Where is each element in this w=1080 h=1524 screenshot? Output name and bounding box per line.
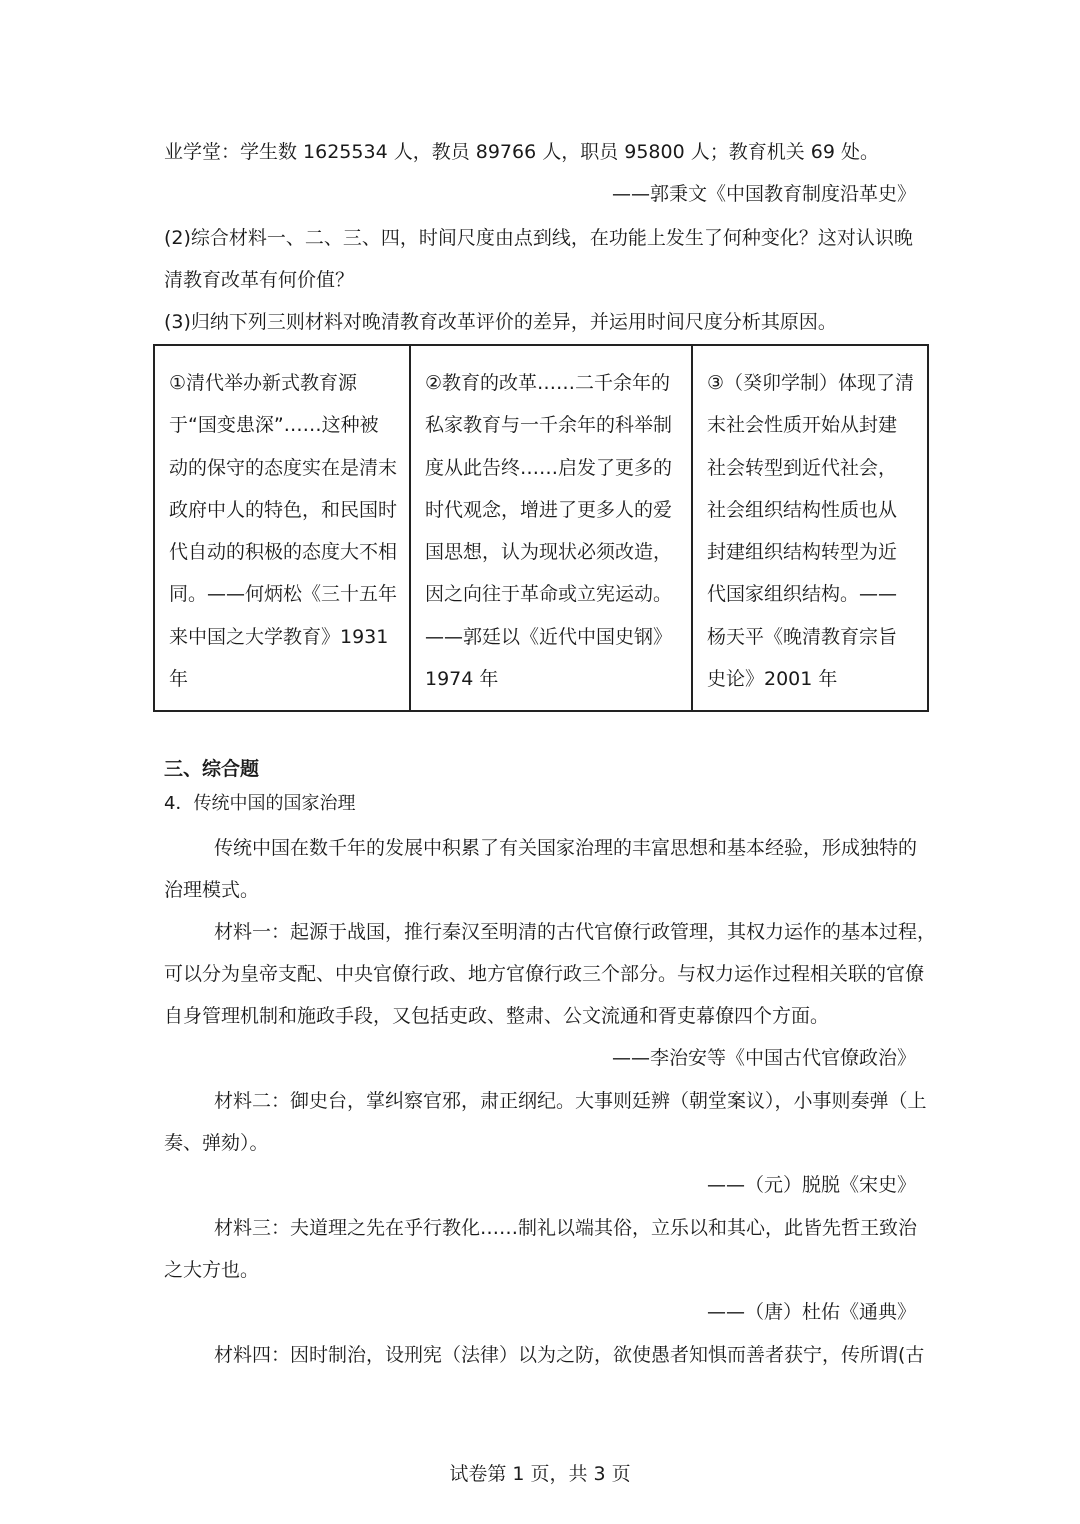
question-3: (3)归纳下列三则材料对晚清教育改革评价的差异，并运用时间尺度分析其原因。 (164, 311, 837, 333)
question-4-title: 4．传统中国的国家治理 (164, 793, 356, 814)
question-2-line-1: (2)综合材料一、二、三、四，时间尺度由点到线，在功能上发生了何种变化？这对认识晚 (164, 227, 913, 249)
table-cell-3: ③（癸卯学制）体现了清末社会性质开始从封建社会转型到近代社会，社会组织结构性质也从封建组织结构转型为近代国家组织结构。——杨天平《晚清教育宗旨史论》2001 年 (692, 345, 928, 711)
evaluation-table (153, 344, 929, 712)
material-1-line-3: 自身管理机制和施政手段，又包括吏政、整肃、公文流通和胥吏幕僚四个方面。 (164, 1005, 830, 1027)
material-2-line-2: 奏、弹劾）。 (164, 1132, 269, 1154)
table-cell-2: ②教育的改革……二千余年的私家教育与一千余年的科举制度从此告终……启发了更多的时代观念，增进了更多人的爱国思想，认为现状必须改造，因之向往于革命或立宪运动。——郭廷以《近代中国史钢》1974 年 (410, 345, 692, 711)
question-2-line-2: 清教育改革有何价值？ (164, 269, 355, 291)
section-title: 三、综合题 (164, 758, 260, 780)
material-1-line-2: 可以分为皇帝支配、中央官僚行政、地方官僚行政三个部分。与权力运作过程相关联的官僚 (164, 963, 925, 985)
material-1-line-1: 材料一：起源于战国，推行秦汉至明清的古代官僚行政管理，其权力运作的基本过程， (214, 921, 937, 943)
material-3-line-1: 材料三：夫道理之先在乎行教化……制礼以端其俗，立乐以和其心，此皆先哲王致治 (214, 1217, 918, 1239)
table-row (154, 345, 928, 711)
material-1-source: ——李治安等《中国古代官僚政治》 (611, 1047, 916, 1069)
material-four-tail: 业学堂：学生数 1625534 人，教员 89766 人，职员 95800 人；教育机关 69 处。 (164, 141, 879, 163)
intro-line-2: 治理模式。 (164, 879, 260, 901)
material-4-line-1: 材料四：因时制治，设刑宪（法律）以为之防，欲使愚者知惧而善者获宁，传所谓(古 (214, 1344, 925, 1366)
intro-line-1: 传统中国在数千年的发展中积累了有关国家治理的丰富思想和基本经验，形成独特的 (214, 837, 918, 859)
material-four-source: ——郭秉文《中国教育制度沿革史》 (611, 183, 916, 205)
page-footer: 试卷第 1 页，共 3 页 (449, 1463, 631, 1485)
material-2-line-1: 材料二：御史台，掌纠察官邪，肃正纲纪。大事则廷辨（朝堂案议），小事则奏弹（上 (214, 1090, 927, 1112)
material-3-source: ——（唐）杜佑《通典》 (706, 1301, 916, 1323)
material-3-line-2: 之大方也。 (164, 1259, 260, 1281)
material-2-source: ——（元）脱脱《宋史》 (706, 1174, 916, 1196)
table-cell-1: ①清代举办新式教育源于“国变患深”……这种被动的保守的态度实在是清末政府中人的特色，和民国时代自动的积极的态度大不相同。——何炳松《三十五年来中国之大学教育》1931 年 (154, 345, 410, 711)
